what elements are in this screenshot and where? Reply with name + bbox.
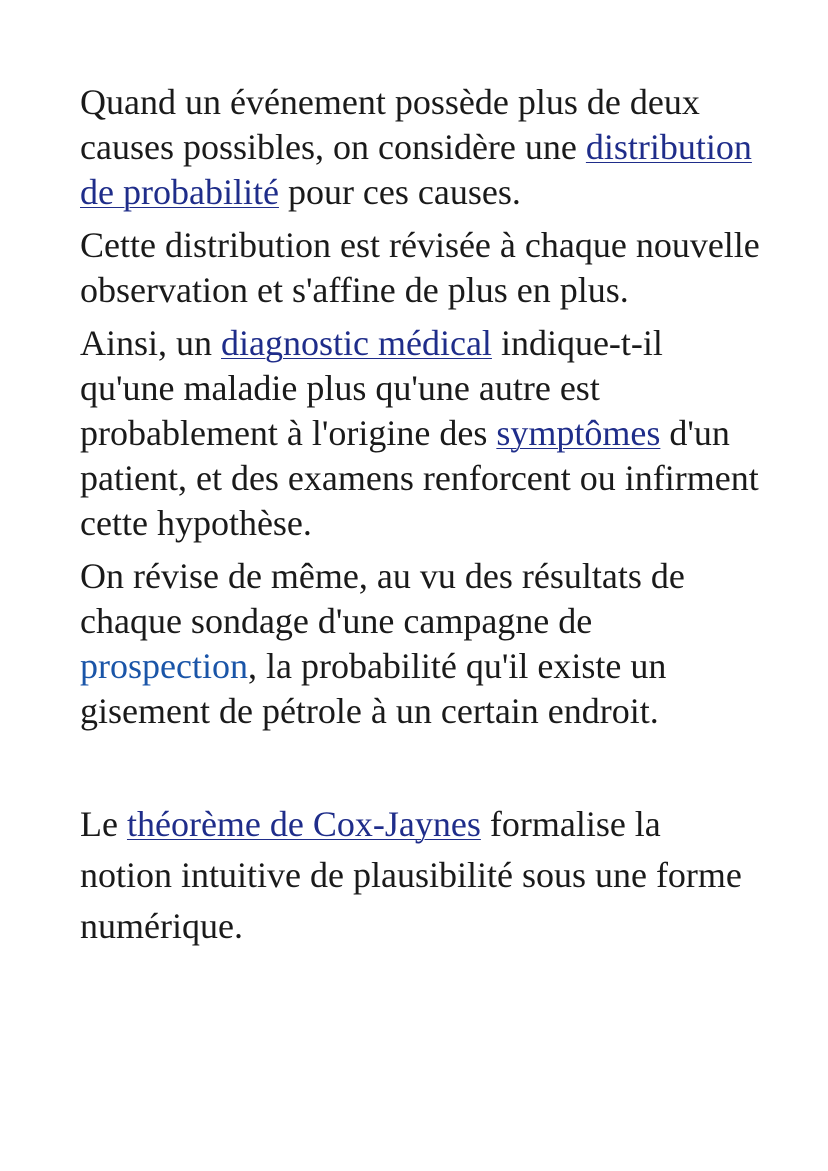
text-segment: Cette distribution est révisée à chaque nouvelle observation et s'affine de plus en plus. [80, 225, 760, 310]
paragraph-diagnostic [80, 321, 760, 546]
link-diagnostic-medical[interactable]: diagnostic médical [221, 323, 492, 363]
paragraph-prospection [80, 554, 760, 734]
text-segment: formalise la notion intuitive de plausibilité sous une forme numérique. [80, 804, 742, 946]
paragraph-cox-jaynes [80, 799, 760, 952]
text-segment: , la probabilité qu'il existe un gisement de pétrole à un certain endroit. [80, 646, 667, 731]
text-segment: pour ces causes. [278, 172, 521, 212]
text-segment: On révise de même, au vu des résultats de chaque sondage d'une campagne de [80, 556, 685, 641]
link-symptomes[interactable]: symptômes [496, 413, 661, 453]
document-body [80, 80, 760, 960]
text-segment: indique-t-il qu'une maladie plus qu'une autre est probablement à l'origine des [80, 323, 663, 453]
text-segment: Le [80, 804, 127, 844]
text-segment: Ainsi, un [80, 323, 222, 363]
text-segment: d'un patient, et des examens renforcent ou infirment cette hypothèse. [80, 413, 759, 543]
paragraph-distribution [80, 80, 760, 215]
link-theoreme-cox-jaynes[interactable]: théorème de Cox-Jaynes [126, 804, 481, 844]
link-prospection[interactable]: prospection [80, 646, 248, 686]
text-segment: Quand un événement possède plus de deux causes possibles, on considère une [80, 82, 700, 167]
paragraph-revision [80, 223, 760, 313]
link-distribution-de-probabilite[interactable]: distribution de probabilité [80, 127, 752, 212]
